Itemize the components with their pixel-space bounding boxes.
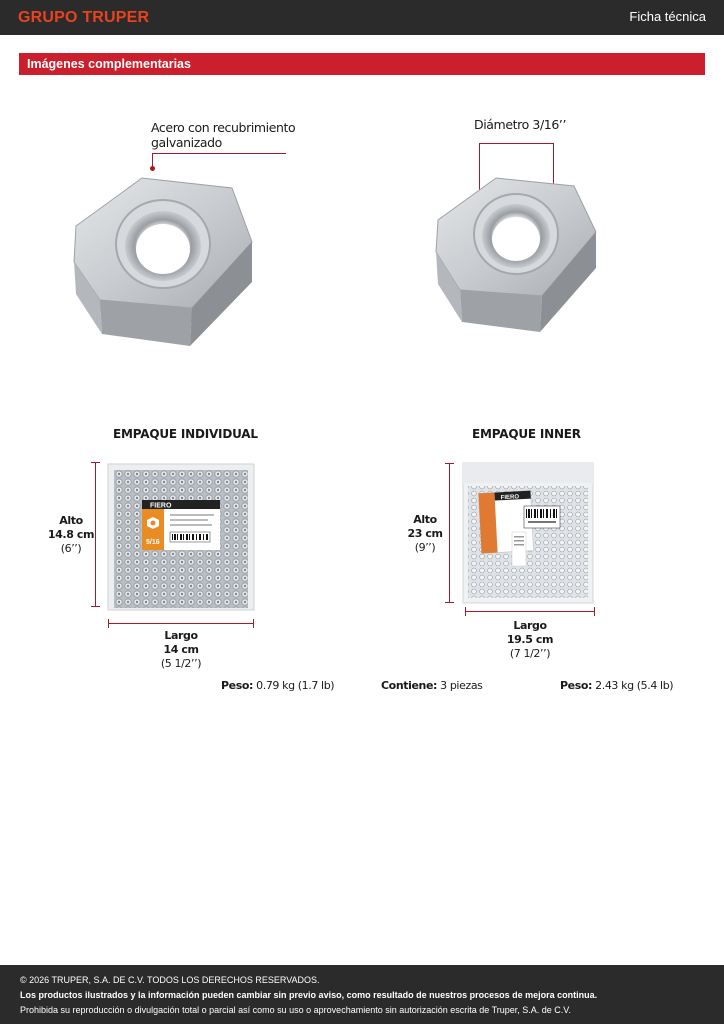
material-callout-horizontal-line (152, 153, 286, 154)
footer-copyright: © 2026 TRUPER, S.A. DE C.V. TODOS LOS DERECHOS RESERVADOS. (20, 975, 320, 985)
individual-bag-size: 5/16 (146, 539, 160, 546)
inner-length-label (500, 619, 560, 661)
individual-length-cm: 14 cm (163, 643, 199, 656)
individual-weight-key: Peso: (221, 679, 254, 692)
inner-length-in: (7 1/2’’) (509, 647, 551, 660)
hex-nut-image (70, 174, 256, 354)
section-title: Imágenes complementarias (27, 57, 191, 71)
inner-length-title: Largo (513, 619, 547, 632)
inner-package-title: EMPAQUE INNER (472, 427, 581, 441)
individual-length-line (108, 623, 254, 624)
inner-bag-brand: FIERO (500, 494, 520, 502)
individual-height-cap-top (91, 462, 100, 463)
diameter-callout: Diámetro 3/16’’ (474, 117, 567, 132)
footer-notice: Los productos ilustrados y la información pueden cambiar sin previo aviso, como resultado de nuestros procesos de mejora continua. (20, 990, 598, 1000)
inner-height-title: Alto (413, 513, 437, 526)
material-callout-line2: galvanizado (151, 135, 222, 150)
individual-length-in: (5 1/2’’) (160, 657, 202, 670)
individual-package-title: EMPAQUE INDIVIDUAL (113, 427, 258, 441)
inner-length-cap-left (465, 607, 466, 616)
inner-height-cap-top (445, 463, 454, 464)
inner-height-in: (9’’) (414, 541, 436, 554)
inner-weight (560, 679, 673, 692)
inner-height-label (403, 513, 447, 555)
individual-bag-brand: FIERO (150, 502, 172, 510)
inner-length-line (465, 611, 595, 612)
individual-length-label (151, 629, 211, 671)
inner-contents-value: 3 piezas (440, 679, 483, 692)
material-callout (151, 120, 295, 150)
inner-height-cm: 23 cm (407, 527, 443, 540)
individual-weight (221, 679, 334, 692)
individual-height-title: Alto (59, 514, 83, 527)
inner-weight-key: Peso: (560, 679, 593, 692)
section-header (19, 53, 705, 75)
individual-length-cap-right (253, 619, 254, 628)
hex-nut-diameter-image (434, 170, 600, 340)
individual-height-cap-bottom (91, 606, 100, 607)
footer-legal: Prohibida su reproducción o divulgación total o parcial así como su uso o aprovechamiento sin autorización escrita de Truper, S.A. de C.V. (20, 1005, 571, 1015)
inner-length-cm: 19.5 cm (506, 633, 554, 646)
document-type-label: Ficha técnica (629, 9, 706, 24)
individual-package-image (106, 462, 256, 612)
individual-length-title: Largo (164, 629, 198, 642)
inner-height-cap-bottom (445, 602, 454, 603)
footer (0, 965, 724, 1024)
individual-weight-value: 0.79 kg (1.7 lb) (256, 679, 335, 692)
top-header-bar (0, 0, 724, 35)
inner-height-line (449, 463, 450, 603)
individual-height-cm: 14.8 cm (47, 528, 95, 541)
individual-length-cap-left (108, 619, 109, 628)
inner-contents (381, 679, 483, 692)
individual-height-label (46, 514, 96, 556)
brand-logo: GRUPO TRUPER (18, 9, 150, 26)
diameter-dimension-line (479, 143, 554, 144)
inner-package-image (462, 462, 594, 604)
individual-height-in: (6’’) (60, 542, 82, 555)
inner-length-cap-right (594, 607, 595, 616)
inner-weight-value: 2.43 kg (5.4 lb) (595, 679, 674, 692)
material-callout-dot (150, 166, 155, 171)
material-callout-line1: Acero con recubrimiento (151, 120, 296, 135)
inner-contents-key: Contiene: (381, 679, 438, 692)
